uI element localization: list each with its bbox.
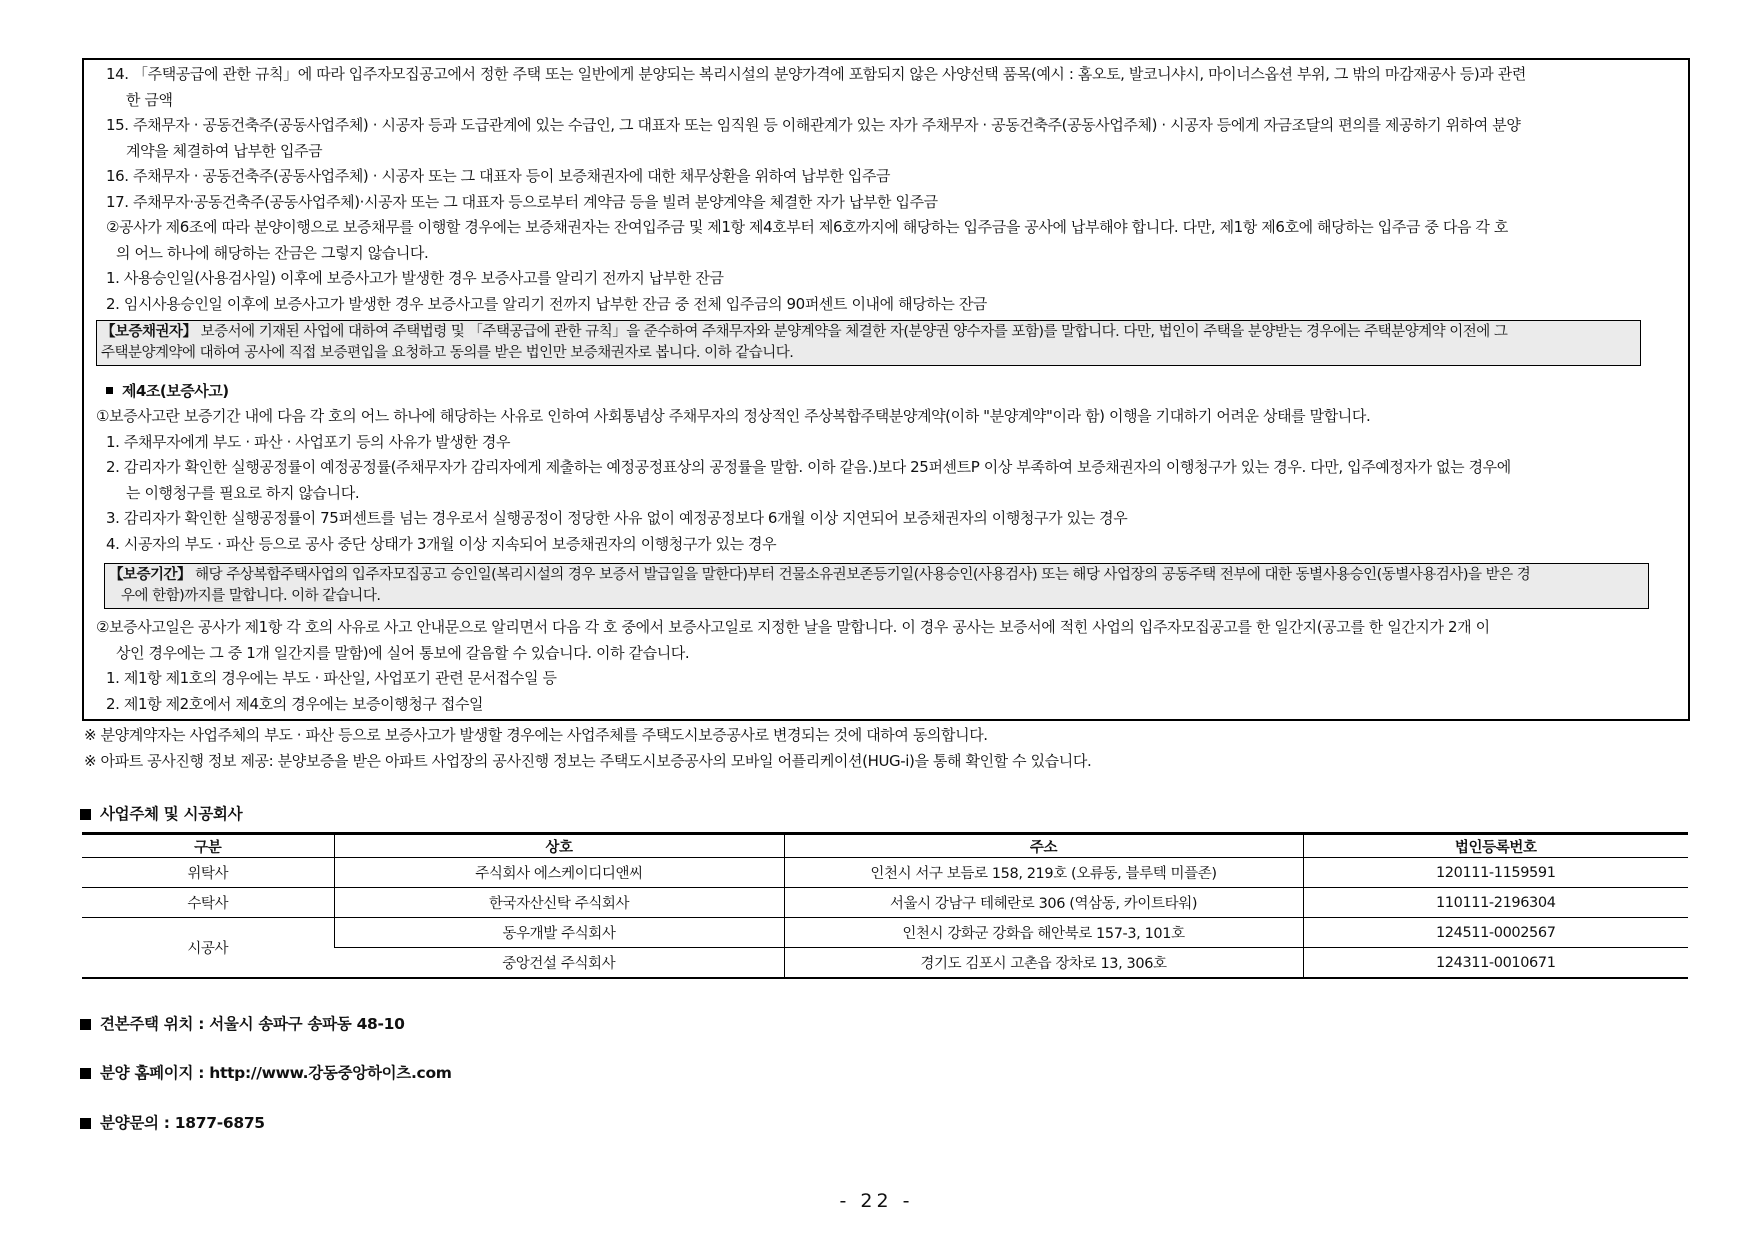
model-house-location: 견본주택 위치 : 서울시 송파구 송파동 48-10 (80, 1012, 405, 1034)
article-4-item-2-cont: 는 이행청구를 필요로 하지 않습니다. (126, 483, 360, 502)
col-header-name: 상호 (334, 834, 784, 858)
cell-address: 인천시 서구 보듬로 158, 219호 (오류동, 블루텍 미플존) (784, 858, 1303, 888)
subitem-2: 2. 임시사용승인일 이후에 보증사고가 발생한 경우 보증사고를 알리기 전까지 납부한 잔금 중 전체 입주금의 90퍼센트 이내에 해당하는 잔금 (106, 294, 988, 313)
note-text-cont: 주택분양계약에 대하여 공사에 직접 보증편입을 요청하고 동의를 받은 법인만 보증채권자로 봅니다. 이하 같습니다. (101, 345, 794, 361)
cell-name: 한국자산신탁 주식회사 (334, 888, 784, 918)
note-text: 해당 주상복합주택사업의 입주자모집공고 승인일(복리시설의 경우 보증서 발급일을 말한다)부터 건물소유권보존등기일(사용승인(사용검사) 또는 해당 사업장의 공동주택 전부에 대한 동별사용승인(동별사용검사)을 받은 경 (195, 567, 1531, 583)
table-row (82, 888, 1688, 918)
cell-name: 중앙건설 주식회사 (334, 948, 784, 979)
cell-address: 경기도 김포시 고촌읍 장차로 13, 306호 (784, 948, 1303, 979)
article-4-para-2: ②보증사고일은 공사가 제1항 각 호의 사유로 사고 안내문으로 알리면서 다음 각 호 중에서 보증사고일로 지정한 날을 말합니다. 이 경우 공사는 보증서에 적힌 사업의 입주자모집공고를 한 일간지(공고를 한 일간지가 2개 이 (96, 618, 1490, 636)
cell-category: 수탁사 (82, 888, 334, 918)
item-16: 16. 주채무자 · 공동건축주(공동사업주체) · 시공자 또는 그 대표자 등이 보증채권자에 대한 채무상환을 위하여 납부한 입주금 (106, 167, 891, 185)
guarantee-terms-box (82, 58, 1690, 721)
item-17: 17. 주채무자·공동건축주(공동사업주체)·시공자 또는 그 대표자 등으로부터 계약금 등을 빌려 분양계약을 체결한 자가 납부한 입주금 (106, 192, 938, 211)
col-header-reg-no: 법인등록번호 (1303, 834, 1688, 858)
note-consent: ※ 분양계약자는 사업주체의 부도 · 파산 등으로 보증사고가 발생할 경우에는 사업주체를 주택도시보증공사로 변경되는 것에 대하여 동의합니다. (84, 726, 988, 744)
article-4-para-2-item-1: 1. 제1항 제1호의 경우에는 부도 · 파산일, 사업포기 관련 문서접수일 등 (106, 669, 557, 687)
table-row (82, 918, 1688, 948)
article-4-title: 제4조(보증사고) (96, 378, 1676, 404)
cell-category: 시공사 (82, 918, 334, 979)
item-14-cont: 한 금액 (126, 90, 173, 109)
article-4-para-1: ①보증사고란 보증기간 내에 다음 각 호의 어느 하나에 해당하는 사유로 인하여 사회통념상 주채무자의 정상적인 주상복합주택분양계약(이하 "분양계약"이라 함) 이행을 기대하기 어려운 상태를 말합니다. (96, 407, 1371, 425)
note-label: 【보증기간】 (109, 567, 192, 583)
article-4-item-3: 3. 감리자가 확인한 실행공정률이 75퍼센트를 넘는 경우로서 실행공정이 정당한 사유 없이 예정공정보다 6개월 이상 지연되어 보증채권자의 이행청구가 있는 경우 (106, 509, 1128, 527)
note-text: 보증서에 기재된 사업에 대하여 주택법령 및 「주택공급에 관한 규칙」을 준수하여 주채무자와 분양계약을 체결한 자(분양권 양수자를 포함)를 말합니다. 다만, 법인이 주택을 분양받는 경우에는 주택분양계약 이전에 그 (200, 324, 1508, 340)
cell-address: 인천시 강화군 강화읍 해안북로 157-3, 101호 (784, 918, 1303, 948)
bullet-square-icon (106, 387, 113, 394)
notes-block (84, 722, 1684, 774)
col-header-category: 구분 (82, 834, 334, 858)
item-15-cont: 계약을 체결하여 납부한 입주금 (126, 141, 323, 160)
note-guarantee-creditor (96, 320, 1641, 366)
cell-address: 서울시 강남구 테헤란로 306 (역삼동, 카이트타워) (784, 888, 1303, 918)
note-construction-info: ※ 아파트 공사진행 정보 제공: 분양보증을 받은 아파트 사업장의 공사진행 정보는 주택도시보증공사의 모바일 어플리케이션(HUG-i)을 통해 확인할 수 있습니다. (84, 752, 1092, 770)
page-number: - 22 - (839, 1190, 914, 1212)
note-label: 【보증채권자】 (101, 324, 197, 340)
paragraph-2-cont: 의 어느 하나에 해당하는 잔금은 그렇지 않습니다. (116, 243, 429, 262)
bullet-square-icon (80, 1118, 91, 1129)
sales-inquiry: 분양문의 : 1877-6875 (80, 1111, 265, 1133)
col-header-address: 주소 (784, 834, 1303, 858)
item-14: 14. 「주택공급에 관한 규칙」에 따라 입주자모집공고에서 정한 주택 또는 일반에게 분양되는 복리시설의 분양가격에 포함되지 않은 사양선택 품목(예시 : 홈오토, 발코니샤시, 마이너스옵션 부위, 그 밖의 마감재공사 등)과 관련 (106, 65, 1526, 83)
table-row (82, 858, 1688, 888)
cell-reg-no: 124311-0010671 (1303, 948, 1688, 979)
note-text-cont: 우에 한함)까지를 말합니다. 이하 같습니다. (121, 588, 381, 604)
cell-reg-no: 110111-2196304 (1303, 888, 1688, 918)
sales-homepage: 분양 홈페이지 : http://www.강동중앙하이츠.com (80, 1061, 452, 1083)
table-header-row (82, 834, 1688, 858)
section-title-company: 사업주체 및 시공회사 (80, 802, 242, 824)
company-table (82, 832, 1688, 979)
paragraph-2: ②공사가 제6조에 따라 분양이행으로 보증채무를 이행할 경우에는 보증채권자는 잔여입주금 및 제1항 제4호부터 제6호까지에 해당하는 입주금을 공사에 납부해야 합니다. 다만, 제1항 제6호에 해당하는 입주금 중 다음 각 호 (106, 218, 1508, 236)
item-15: 15. 주채무자 · 공동건축주(공동사업주체) · 시공자 등과 도급관계에 있는 수급인, 그 대표자 또는 임직원 등 이해관계가 있는 자가 주채무자 · 공동건축주(공동사업주체) · 시공자 등에게 자금조달의 편의를 제공하기 위하여 분양 (106, 116, 1521, 134)
article-4-item-4: 4. 시공자의 부도 · 파산 등으로 공사 중단 상태가 3개월 이상 지속되어 보증채권자의 이행청구가 있는 경우 (106, 534, 777, 553)
article-4-para-2-item-2: 2. 제1항 제2호에서 제4호의 경우에는 보증이행청구 접수일 (106, 694, 484, 713)
bullet-square-icon (80, 1019, 91, 1030)
cell-name: 동우개발 주식회사 (334, 918, 784, 948)
article-4-item-2: 2. 감리자가 확인한 실행공정률이 예정공정률(주채무자가 감리자에게 제출하는 예정공정표상의 공정률을 말함. 이하 같음.)보다 25퍼센트P 이상 부족하여 보증채권자의 이행청구가 있는 경우. 다만, 입주예정자가 없는 경우에 (106, 458, 1511, 476)
cell-category: 위탁사 (82, 858, 334, 888)
cell-reg-no: 124511-0002567 (1303, 918, 1688, 948)
note-guarantee-period (104, 563, 1649, 609)
cell-reg-no: 120111-1159591 (1303, 858, 1688, 888)
article-4-item-1: 1. 주채무자에게 부도 · 파산 · 사업포기 등의 사유가 발생한 경우 (106, 432, 511, 451)
cell-name: 주식회사 에스케이디디앤씨 (334, 858, 784, 888)
bullet-square-icon (80, 1068, 91, 1079)
subitem-1: 1. 사용승인일(사용검사일) 이후에 보증사고가 발생한 경우 보증사고를 알리기 전까지 납부한 잔금 (106, 269, 724, 287)
article-4-para-2-cont: 상인 경우에는 그 중 1개 일간지를 말함)에 실어 통보에 갈음할 수 있습니다. 이하 같습니다. (116, 643, 690, 662)
bullet-square-icon (80, 809, 91, 820)
